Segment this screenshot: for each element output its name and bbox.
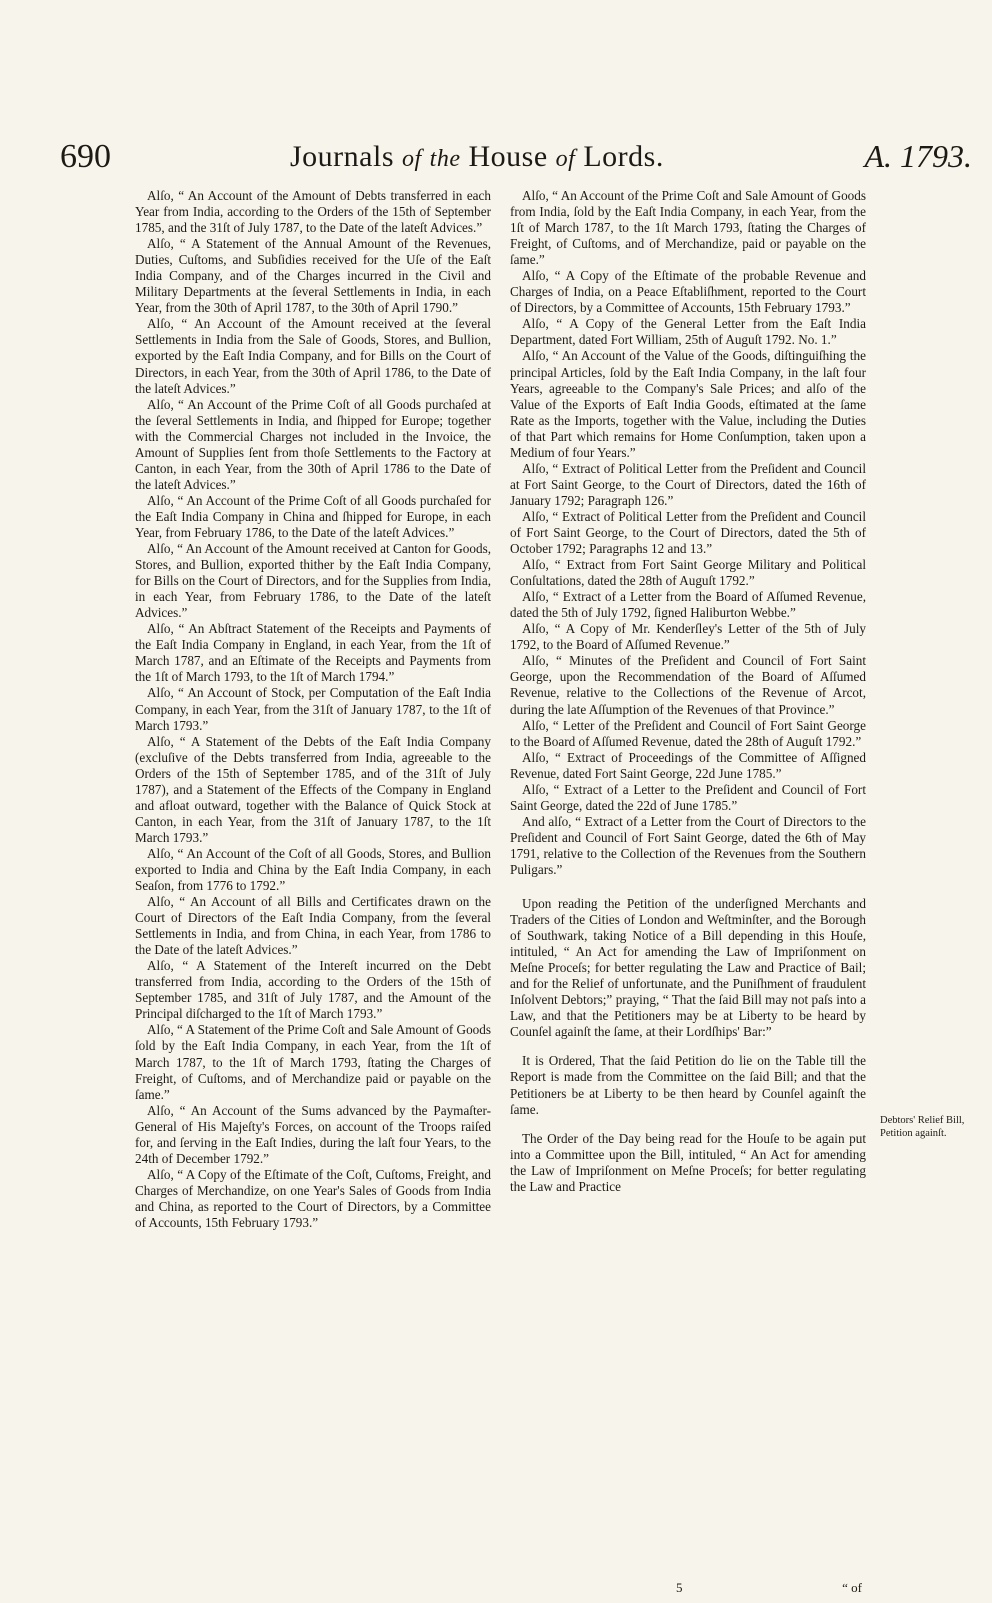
paragraph: Alſo, “ Extract of a Letter to the Preſident and Council of Fort Saint George, dated the 22d of June 1785.” — [510, 781, 866, 813]
petition-paragraph: Upon reading the Petition of the underſigned Merchants and Traders of the Cities of London and Weſtminſter, and the Borough of Southwark, taking Notice of a Bill depending in this Houſe, intituled, “ An Act for amending the Law of Impriſonment on Meſne Proceſs; for better regulating the Law and Practice of Bail; and for the Relief of unfortunate, and the Puniſhment of fraudulent Inſolvent Debtors;” praying, “ That the ſaid Bill may not paſs into a Law, and that the Petitioners may be at Liberty to be heard by Counſel againſt the ſame, at their Lordſhips' Bar:” — [510, 896, 866, 1040]
journal-title — [290, 140, 664, 174]
paragraph: Alſo, “ An Account of the Amount of Debts transferred in each Year from India, according to the Orders of the 15th of September 1785, and the 31ſt of July 1787, to the Date of the lateſt Advices.” — [135, 188, 491, 236]
paragraph: Alſo, “ An Account of the Sums advanced by the Paymaſter-General of His Majeſty's Forces, on account of the Troops raiſed for, and ſerving in the Eaſt Indies, during the laſt four Years, to the 24th of December 1792.” — [135, 1102, 491, 1166]
title-lords: Lords. — [583, 140, 664, 173]
paragraph: Alſo, “ Extract from Fort Saint George Military and Political Conſultations, dated the 28th of Auguſt 1792.” — [510, 557, 866, 589]
paragraph: Alſo, “ Extract of Proceedings of the Committee of Aſſigned Revenue, dated Fort Saint George, 22d June 1785.” — [510, 749, 866, 781]
paragraph: Alſo, “ A Statement of the Annual Amount of the Revenues, Duties, Cuſtoms, and Subſidies received for the Uſe of the Eaſt India Company, and of the Charges incurred in the Civil and Military Departments at the ſeveral Settlements in India, in each Year, from the 30th of April 1787, to the 30th of April 1790.” — [135, 236, 491, 316]
title-of-1: of — [402, 146, 422, 172]
signature-mark: 5 — [676, 1580, 683, 1595]
title-journals: Journals — [290, 140, 394, 173]
right-column — [510, 188, 866, 1195]
paragraph: Alſo, “ An Account of the Prime Coſt of all Goods purchaſed for the Eaſt India Company in China and ſhipped for Europe, in each Year, from February 1786, to the Date of the lateſt Advices.” — [135, 492, 491, 540]
order-of-day-paragraph: The Order of the Day being read for the Houſe to be again put into a Committee upon the Bill, intituled, “ An Act for amending the Law of Impriſonment on Meſne Proceſs; for better regulating the Law and Practice — [510, 1130, 866, 1194]
paragraph: Alſo, “ Extract of Political Letter from the Preſident and Council of Fort Saint George, to the Court of Directors, dated the 5th of October 1792; Paragraphs 12 and 13.” — [510, 508, 866, 557]
title-house: House — [468, 140, 548, 173]
title-the: the — [429, 146, 461, 172]
title-of-2: of — [555, 146, 576, 172]
paragraph: Alſo, “ A Copy of the Eſtimate of the Coſt, Cuſtoms, Freight, and Charges of Merchandize, on one Year's Sales of Goods from India and China, as reported to the Court of Directors, by a Committee of Accounts, 15th February 1793.” — [135, 1166, 491, 1230]
paragraph: Alſo, “ An Account of the Amount received at the ſeveral Settlements in India from the Sale of Goods, Stores, and Bullion, exported by the Eaſt India Company, and for Bills on the Court of Directors, in each Year, from the 30th of April 1786, to the Date of the lateſt Advices.” — [135, 316, 491, 396]
paragraph: Alſo, “ A Statement of the Debts of the Eaſt India Company (excluſive of the Debts transferred from India, agreeable to the Orders of the 15th of September 1785, and of the 31ſt of July 1787), and a Statement of the Effects of the Company in England and afloat outward, together with the Balance of Quick Stock at Canton, in each Year, from the 31ſt of January 1787, to the 1ſt March 1793.” — [135, 733, 491, 845]
paragraph: Alſo, “ Minutes of the Preſident and Council of Fort Saint George, upon the Recommendation of the Board of Aſſumed Revenue, relative to the Collections of the Revenue of Arcot, during the late Aſſumption of the Revenues of that Province.” — [510, 653, 866, 717]
page-footer — [510, 1580, 866, 1596]
left-column — [135, 188, 491, 1231]
paragraph: Alſo, “ An Account of the Coſt of all Goods, Stores, and Bullion exported to India and China by the Eaſt India Company, in each Seaſon, from 1776 to 1792.” — [135, 845, 491, 894]
catchword: “ of — [842, 1580, 862, 1595]
paragraph: Alſo, “ A Statement of the Prime Coſt and Sale Amount of Goods ſold by the Eaſt India Company, in each Year, from the 1ſt of March 1787, to the 1ſt of March 1793, ſtating the Charges of Freight, of Cuſtoms, and of Merchandize paid or payable on the ſame.” — [135, 1022, 491, 1102]
page-number: 690 — [60, 138, 111, 175]
paragraph: And alſo, “ Extract of a Letter from the Court of Directors to the Preſident and Council of Fort Saint George, dated the 6th of May 1791, relative to the Collection of the Revenues from the Southern Puligars.” — [510, 813, 866, 877]
paragraph: Alſo, “ An Account of the Prime Coſt of all Goods purchaſed at the ſeveral Settlements in India, and ſhipped for Europe; together with the Commercial Charges not included in the Invoice, the Amount of Supplies ſent from thoſe Settlements to the Factory at Canton, in each Year, from the 30th of April 1786 to the Date of the lateſt Advices.” — [135, 396, 491, 492]
paragraph: Alſo, “ An Account of the Amount received at Canton for Goods, Stores, and Bullion, exported thither by the Eaſt India Company, for Bills on the Court of Directors, and for the Supplies from India, in each Year, from February 1786, to the Date of the lateſt Advices.” — [135, 541, 491, 621]
paragraph: Alſo, “ Letter of the Preſident and Council of Fort Saint George to the Board of Aſſumed Revenue, dated the 28th of Auguſt 1792.” — [510, 717, 866, 749]
paragraph: Alſo, “ Extract of a Letter from the Board of Aſſumed Revenue, dated the 5th of July 1792, ſigned Haliburton Webbe.” — [510, 589, 866, 621]
paragraph: Alſo, “ Extract of Political Letter from the Preſident and Council at Fort Saint George, to the Court of Directors, dated the 16th of January 1792; Paragraph 126.” — [510, 460, 866, 508]
paragraph: Alſo, “ An Abſtract Statement of the Receipts and Payments of the Eaſt India Company in England, in each Year, from the 1ſt of March 1787, and an Eſtimate of the Receipts and Payments from the 1ſt of March 1793, to the 1ſt of March 1794.” — [135, 621, 491, 685]
paragraph: Alſo, “ An Account of the Value of the Goods, diſtinguiſhing the principal Articles, ſold by the Eaſt India Company, in the laſt four Years, agreeable to the Company's Sale Prices; and alſo of the Value of the Exports of Eaſt India Goods, eſtimated at the ſame Rate as the Imports, together with the Value, including the Duties of that Part which remains for Home Conſumption, taken upon a Medium of four Years.” — [510, 348, 866, 460]
paragraph: Alſo, “ A Copy of the General Letter from the Eaſt India Department, dated Fort William, 25th of Auguſt 1792. No. 1.” — [510, 316, 866, 348]
year: A. 1793. — [864, 138, 972, 174]
paragraph: Alſo, “ A Copy of Mr. Kenderſley's Letter of the 5th of July 1792, to the Board of Aſſumed Revenue.” — [510, 621, 866, 653]
ordered-paragraph: It is Ordered, That the ſaid Petition do lie on the Table till the Report is made from the Committee on the ſaid Bill; and that the Petitioners be at Liberty to be then heard by Counſel againſt the ſame. — [510, 1053, 866, 1117]
paragraph: Alſo, “ A Statement of the Intereſt incurred on the Debt transferred from India, according to the Orders of the 15th of September 1785, and 31ſt of July 1787, and the Amount of the Principal diſcharged to the 1ſt of March 1793.” — [135, 958, 491, 1022]
margin-note: Debtors' Relief Bill, Petition againſt. — [880, 1115, 965, 1139]
paragraph: Alſo, “ An Account of all Bills and Certificates drawn on the Court of Directors of the Eaſt India Company, from the ſeveral Settlements in India, and from China, in each Year, from 1786 to the Date of the lateſt Advices.” — [135, 894, 491, 958]
page-header — [60, 138, 980, 186]
paragraph: Alſo, “ A Copy of the Eſtimate of the probable Revenue and Charges of India, on a Peace Eſtabliſhment, reported to the Court of Directors, by a Committee of Accounts, 15th February 1793.” — [510, 268, 866, 316]
paragraph: Alſo, “ An Account of Stock, per Computation of the Eaſt India Company, in each Year, from the 31ſt of January 1787, to the 1ſt of March 1793.” — [135, 685, 491, 733]
paragraph: Alſo, “ An Account of the Prime Coſt and Sale Amount of Goods from India, ſold by the Eaſt India Company, in each Year, from the 1ſt of March 1787, to the 1ſt March 1793, ſtating the Charges of Freight, of Cuſtoms, and of Merchandize, paid or payable on the ſame.” — [510, 188, 866, 268]
